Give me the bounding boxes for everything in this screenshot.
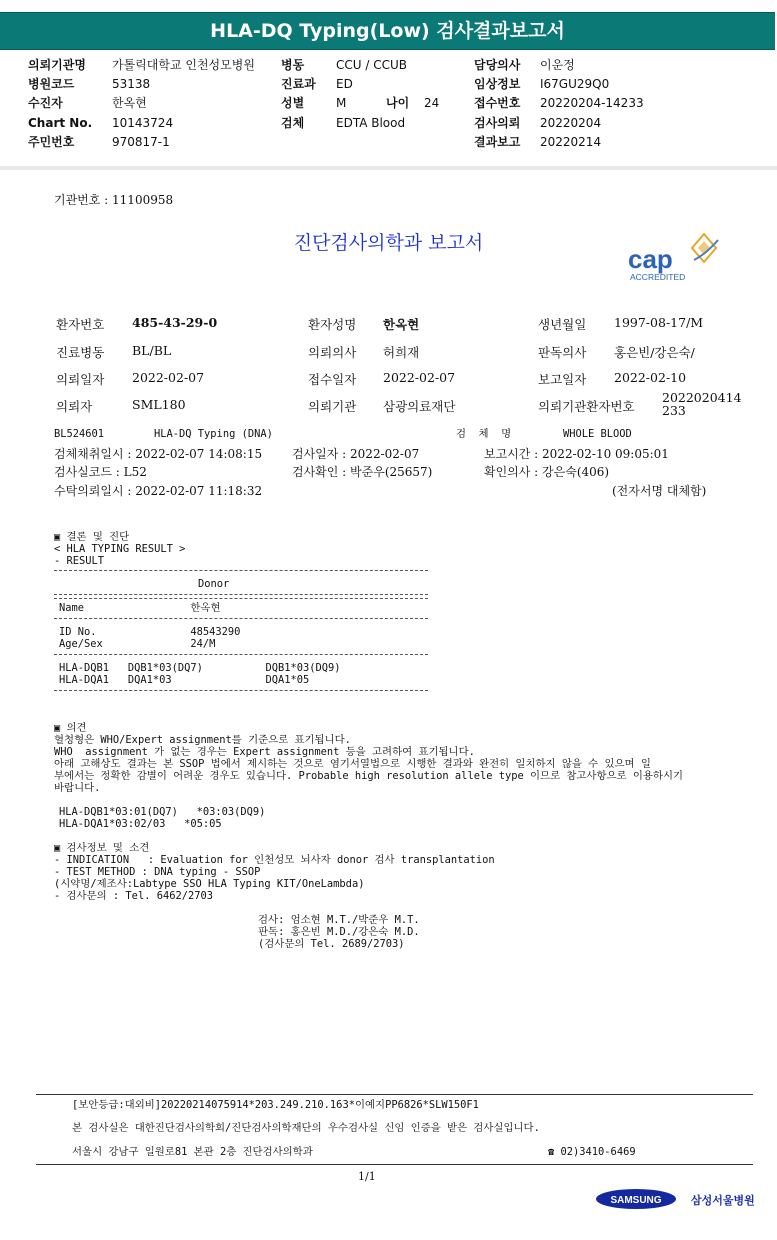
donor-id-rows: ID No. 48543290 Age/Sex 24/M: [59, 626, 241, 650]
patient-field-r4-1: SML180: [132, 397, 186, 412]
header-value-0-3: CCU / CCUB: [336, 58, 407, 72]
patient-field-r3-2: 접수일자: [308, 372, 357, 387]
lab-code: 검사실코드 : L52: [54, 465, 147, 479]
cap-accredited-logo: [622, 228, 732, 288]
result-divider: [54, 618, 428, 619]
patient-field-r4-5: 2022020414233: [662, 390, 742, 418]
page-number: 1/1: [358, 1170, 376, 1183]
header-label-4-0: 주민번호: [28, 135, 75, 149]
result-divider: [54, 690, 428, 691]
test-info-section: ▣ 검사정보 및 소견 - INDICATION : Evaluation for 인천성모 뇌사자 donor 검사 transplantation - TEST METHOD : DNA typing - SSOP (시약명/제조사:Labtype SSO HLA Typing KIT/OneLambda) - 검사문의 : Tel. 6462/2703: [54, 842, 495, 902]
test-date: 검사일자 : 2022-02-07: [292, 447, 420, 461]
patient-field-r3-0: 의뢰일자: [56, 372, 105, 387]
header-value-1-3: ED: [336, 77, 353, 91]
header-value-4-5: 20220214: [540, 135, 602, 149]
signature-block: 검사: 엄소현 M.T./박준우 M.T. 판독: 홍은빈 M.D./강은숙 M.D. (검사문의 Tel. 2689/2703): [258, 914, 420, 950]
cap-sub: ACCREDITED: [630, 272, 686, 282]
header-value-1-1: 53138: [112, 77, 151, 91]
patient-field-r3-3: 2022-02-07: [383, 370, 456, 385]
lab-address: 서울시 강남구 일원로81 본관 2층 진단검사의학과: [72, 1146, 313, 1158]
patient-field-r1-3: 한옥현: [383, 317, 420, 332]
header-label-1-2: 진료과: [281, 77, 316, 91]
patient-field-r1-2: 환자성명: [308, 317, 357, 332]
result-divider: [54, 598, 428, 599]
referral-datetime: 수탁의뢰일시 : 2022-02-07 11:18:32: [54, 484, 263, 498]
specimen-value: WHOLE BLOOD: [563, 428, 632, 440]
patient-field-r2-5: 홍은빈/강은숙/: [614, 345, 695, 360]
lab-phone: ☎ 02)3410-6469: [548, 1146, 636, 1158]
header-value-0-5: 이운정: [540, 58, 575, 72]
donor-name-row: Name 한옥현: [59, 602, 221, 614]
header-separator: [0, 166, 777, 170]
header-label-1-4: 임상정보: [474, 77, 521, 91]
result-heading: ▣ 결론 및 진단 < HLA TYPING RESULT > - RESULT: [54, 531, 186, 567]
header-value-3-3: EDTA Blood: [336, 116, 406, 130]
footer-divider: [36, 1164, 753, 1165]
result-divider: [54, 594, 428, 595]
cap-text: cap: [628, 244, 673, 274]
header-value-2-3: M: [336, 96, 347, 110]
test-name: HLA-DQ Typing (DNA): [154, 428, 273, 440]
header-value-0-1: 가톨릭대학교 인천성모병원: [112, 58, 255, 72]
report-title: HLA-DQ Typing(Low) 검사결과보고서: [210, 20, 565, 42]
report-title-bar: [0, 12, 775, 50]
header-label-2-4: 접수번호: [474, 96, 521, 110]
header-value-2-1: 한옥현: [112, 96, 147, 110]
patient-field-r4-4: 의뢰기관환자번호: [538, 399, 635, 414]
header-label-0-2: 병동: [281, 58, 305, 72]
header-label-0-4: 담당의사: [474, 58, 521, 72]
report-time: 보고시간 : 2022-02-10 09:05:01: [484, 447, 669, 461]
header-value-2-5: 20220204-14233: [540, 96, 644, 110]
certification-text: 본 검사실은 대한진단검사의학회/진단검사의학재단의 우수검사실 신임 인증을 받은 검사실입니다.: [72, 1122, 540, 1134]
footer-divider: [36, 1094, 753, 1095]
header-label-3-0: Chart No.: [28, 116, 93, 130]
header-value-1-5: I67GU29Q0: [540, 77, 610, 91]
header-value-4-1: 970817-1: [112, 135, 170, 149]
logo-name: 삼성서울병원: [691, 1194, 755, 1207]
patient-field-r2-2: 의뢰의사: [308, 345, 357, 360]
patient-field-r1-4: 생년월일: [538, 317, 587, 332]
header-label-1-0: 병원코드: [28, 77, 75, 91]
specimen-label: 검 체 명: [456, 428, 512, 440]
opinion-section: ▣ 의견 혈청형은 WHO/Expert assignment를 기준으로 표기됩니다. WHO assignment 가 없는 경우는 Expert assignment 등을 고려하여 표기됩니다. 아래 고해상도 결과는 본 SSOP 법에서 제시하는 것으로 염기서열법으로 시행한 결과와 완전히 일치하지 않을 수 있으며 일 부에서는 정확한 감별이 어려운 경우도 있습니다. Probable high resolution allele type 이므로 참고사항으로 이용하시기 바랍니다.: [54, 722, 684, 794]
security-line: [보안등급:대외비]20220214075914*203.249.210.163*이예지PP6826*SLW150F1: [72, 1099, 479, 1111]
institution-number: 기관번호 : 11100958: [54, 193, 174, 207]
patient-field-r3-5: 2022-02-10: [614, 370, 687, 385]
patient-field-r2-4: 판독의사: [538, 345, 587, 360]
confirm-doctor: 확인의사 : 강은숙(406): [484, 465, 610, 479]
test-code: BL524601: [54, 428, 105, 440]
donor-label: Donor: [198, 578, 230, 590]
age-label: 나이: [386, 96, 410, 110]
result-divider: [54, 654, 428, 655]
patient-field-r2-1: BL/BL: [132, 343, 172, 358]
result-divider: [54, 570, 428, 571]
samsung-hospital-logo: [596, 1188, 756, 1210]
typing-result-rows: HLA-DQB1 DQB1*03(DQ7) DQB1*03(DQ9) HLA-DQA1 DQA1*03 DQA1*05: [59, 662, 341, 686]
header-value-3-5: 20220204: [540, 116, 602, 130]
logo-brand: SAMSUNG: [610, 1195, 662, 1206]
report-heading: 진단검사의학과 보고서: [293, 232, 484, 254]
patient-field-r2-0: 진료병동: [56, 345, 105, 360]
age-value: 24: [424, 96, 440, 110]
patient-field-r3-4: 보고일자: [538, 372, 587, 387]
patient-field-r4-2: 의뢰기관: [308, 399, 357, 414]
header-label-2-0: 수진자: [28, 96, 63, 110]
patient-field-r2-3: 허희재: [383, 345, 420, 360]
header-label-3-2: 검체: [281, 116, 305, 130]
header-label-2-2: 성별: [281, 96, 305, 110]
test-confirm: 검사확인 : 박준우(25657): [292, 465, 433, 479]
header-label-3-4: 검사의뢰: [474, 116, 521, 130]
patient-field-r3-1: 2022-02-07: [132, 370, 205, 385]
high-resolution-result: HLA-DQB1*03:01(DQ7) *03:03(DQ9) HLA-DQA1*03:02/03 *05:05: [59, 806, 266, 830]
patient-field-r4-3: 삼광의료재단: [383, 399, 456, 414]
header-label-0-0: 의뢰기관명: [28, 58, 86, 72]
e-signature-note: (전자서명 대체함): [612, 484, 707, 498]
header-value-3-1: 10143724: [112, 116, 174, 130]
patient-field-r1-5: 1997-08-17/M: [614, 315, 704, 330]
collection-datetime: 검체채취일시 : 2022-02-07 14:08:15: [54, 447, 263, 461]
header-label-4-4: 결과보고: [474, 135, 521, 149]
patient-field-r1-1: 485-43-29-0: [132, 315, 218, 330]
patient-field-r1-0: 환자번호: [56, 317, 105, 332]
patient-field-r4-0: 의뢰자: [56, 399, 93, 414]
